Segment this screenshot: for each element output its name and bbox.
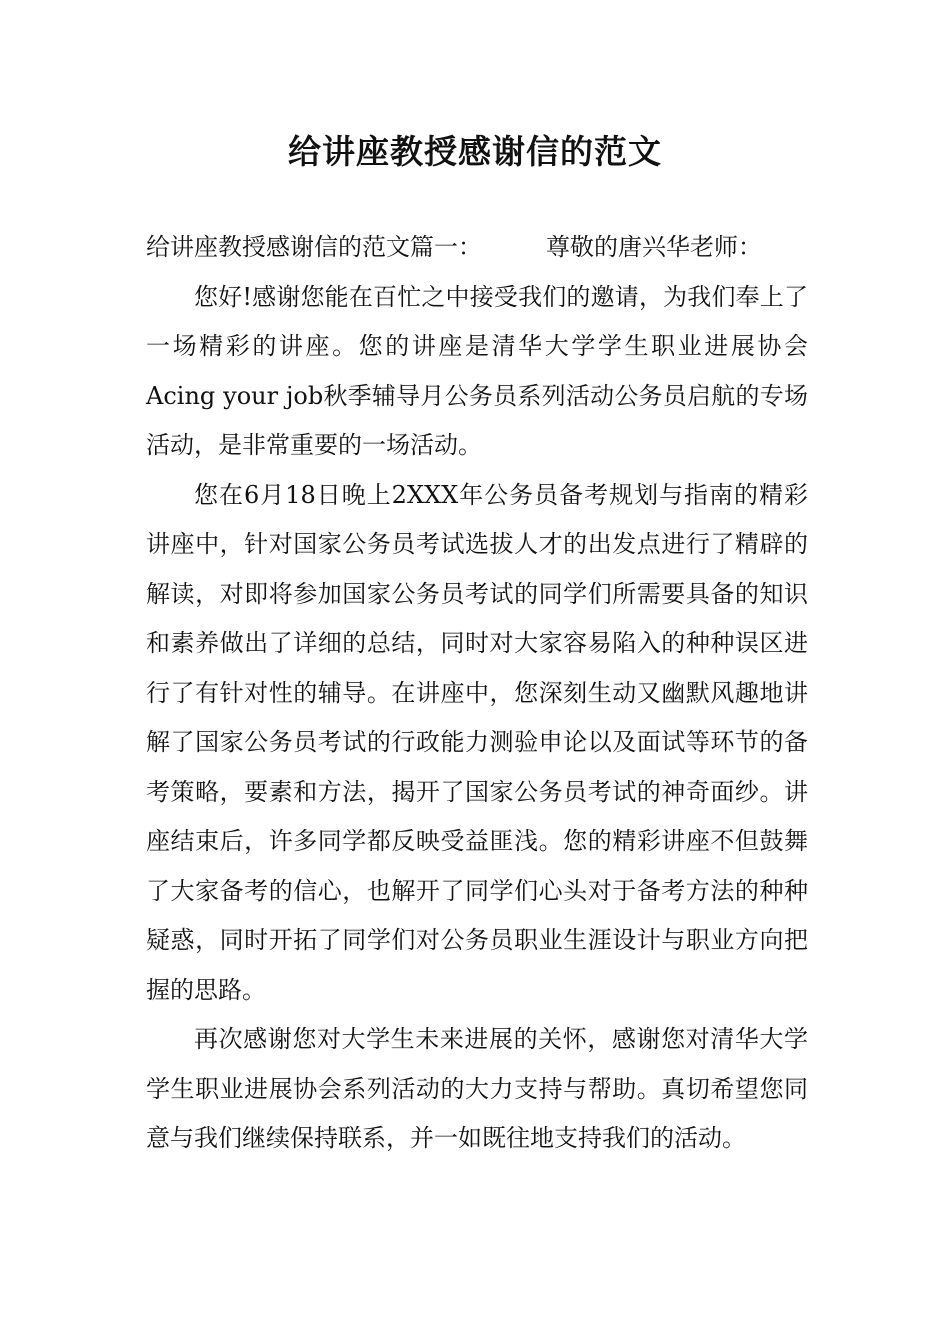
section-intro: 给讲座教授感谢信的范文篇一： [146, 233, 482, 261]
paragraph-greeting: 您好!感谢您能在百忙之中接受我们的邀请，为我们奉上了一场精彩的讲座。您的讲座是清华大学学生职业进展协会Acing your job秋季辅导月公务员系列活动公务员启航的专场活动，是非常重要的一场活动。 [146, 282, 808, 459]
document-title: 给讲座教授感谢信的范文 [288, 132, 662, 171]
paragraph-lecture-details: 您在6月18日晚上2XXX年公务员备考规划与指南的精彩讲座中，针对国家公务员考试选拔人才的出发点进行了精辟的解读，对即将参加国家公务员考试的同学们所需要具备的知识和素养做出了详细的总结，同时对大家容易陷入的种种误区进行了有针对性的辅导。在讲座中，您深刻生动又幽默风趣地讲解了国家公务员考试的行政能力测验申论以及面试等环节的备考策略，要素和方法，揭开了国家公务员考试的神奇面纱。讲座结束后，许多同学都反映受益匪浅。您的精彩讲座不但鼓舞了大家备考的信心，也解开了同学们心头对于备考方法的种种疑惑，同时开拓了同学们对公务员职业生涯设计与职业方向把握的思路。 [146, 480, 808, 1004]
letter-opening [146, 223, 808, 273]
salutation: 尊敬的唐兴华老师： [546, 233, 762, 261]
letter-body [146, 223, 808, 1164]
paragraph-closing-thanks: 再次感谢您对大学生未来进展的关怀，感谢您对清华大学学生职业进展协会系列活动的大力支持与帮助。真切希望您同意与我们继续保持联系，并一如既往地支持我们的活动。 [146, 1025, 808, 1152]
